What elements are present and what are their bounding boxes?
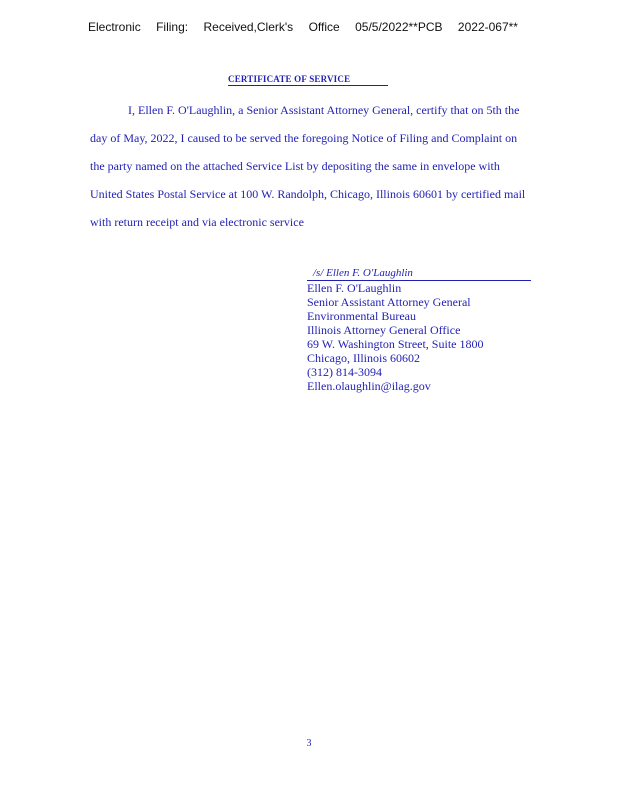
signer-phone: (312) 814-3094 — [307, 365, 382, 379]
signer-street: 69 W. Washington Street, Suite 1800 — [307, 337, 484, 351]
signer-position: Senior Assistant Attorney General — [307, 295, 471, 309]
header-office: Office — [308, 20, 340, 34]
header-date: 05/5/2022**PCB — [355, 20, 443, 34]
signer-office: Illinois Attorney General Office — [307, 323, 461, 337]
signer-bureau: Environmental Bureau — [307, 309, 416, 323]
certificate-body — [90, 96, 530, 236]
signer-email: Ellen.olaughlin@ilag.gov — [307, 379, 431, 393]
filing-header — [88, 20, 518, 34]
signature-block — [307, 266, 527, 393]
certificate-paragraph: I, Ellen F. O'Laughlin, a Senior Assistant Attorney General, certify that on 5th the day of May, 2022, I caused to be served the foregoing Notice of Filing and Complaint on the party named on the attached Service List by depositing the same in envelope with United States Postal Service at 100 W. Randolph, Chicago, Illinois 60601 by certified mail with return receipt and via electronic service — [90, 103, 526, 229]
page-number: 3 — [306, 738, 312, 749]
signer-name: Ellen F. O'Laughlin — [307, 281, 402, 295]
signature-line: /s/ Ellen F. O'Laughlin — [307, 266, 531, 281]
signer-city: Chicago, Illinois 60602 — [307, 351, 420, 365]
header-case-number: 2022-067** — [457, 20, 518, 34]
header-received: Received,Clerk's — [203, 20, 294, 34]
header-electronic: Electronic — [88, 20, 141, 34]
document-title: CERTIFICATE OF SERVICE — [228, 74, 388, 86]
header-filing: Filing: — [156, 20, 189, 34]
